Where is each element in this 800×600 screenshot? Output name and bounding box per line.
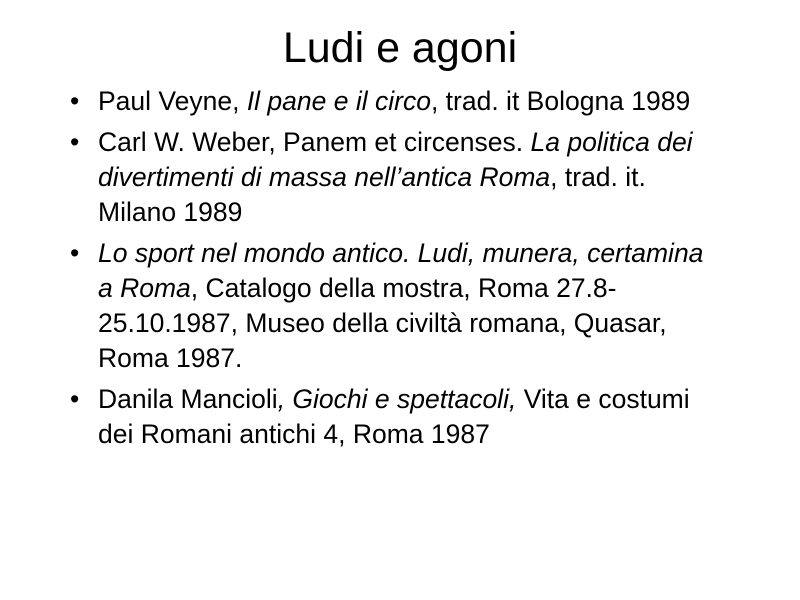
bullet-icon: • — [70, 384, 80, 414]
item-text: Paul Veyne, — [98, 86, 247, 116]
list-item — [70, 236, 720, 376]
item-italic-title: , Giochi e spettacoli, — [277, 384, 517, 414]
item-text: , trad. it Bologna 1989 — [430, 86, 691, 116]
bullet-icon: • — [70, 127, 80, 157]
item-text: Carl W. Weber, Panem et circenses. — [98, 127, 531, 157]
list-item — [70, 382, 720, 452]
item-italic-title: La politica dei divertimenti di massa nell’antica Roma — [98, 127, 693, 192]
item-italic-title: Il pane e il circo — [246, 86, 431, 116]
list-item — [70, 125, 720, 230]
list-item — [70, 84, 720, 119]
bullet-icon: • — [70, 86, 80, 116]
slide-title: Ludi e agoni — [282, 24, 518, 72]
bibliography-list — [70, 84, 720, 458]
item-text: Danila Mancioli — [98, 384, 278, 414]
item-text: Vita e costumi dei Romani antichi 4, Roma 1987 — [98, 384, 690, 449]
item-italic-title: Lo sport nel mondo antico. Ludi, munera, certamina a Roma — [98, 238, 704, 303]
bullet-icon: • — [70, 238, 80, 268]
item-text: , trad. it. Milano 1989 — [98, 162, 646, 227]
item-text: , Catalogo della mostra, Roma 27.8-25.10.1987, Museo della civiltà romana, Quasar, Roma 1987. — [98, 273, 667, 373]
